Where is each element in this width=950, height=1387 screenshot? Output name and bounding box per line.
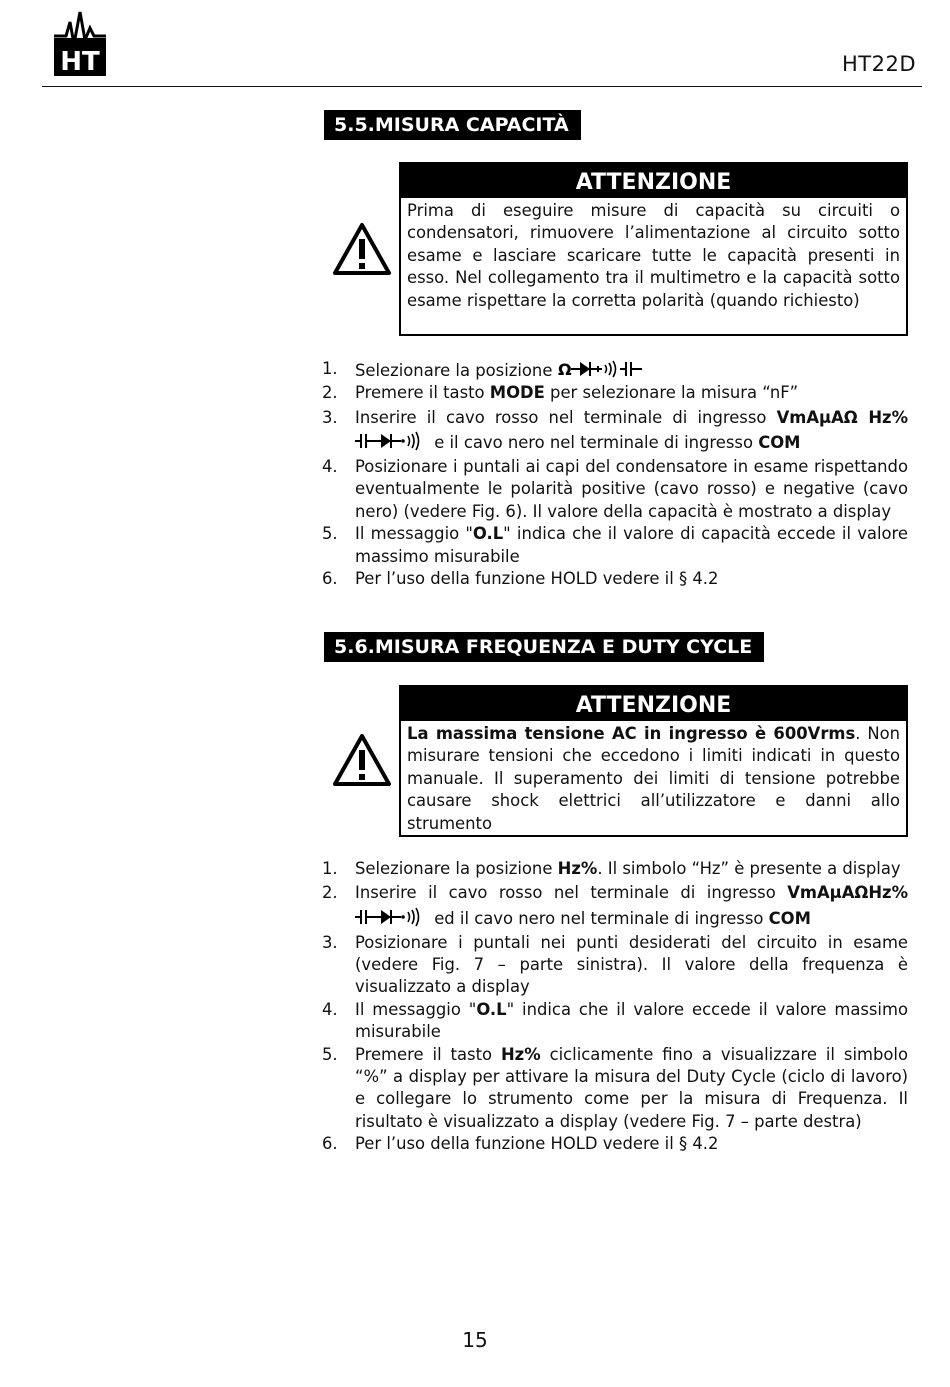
step-text: Inserire il cavo rosso nel terminale di ingresso — [355, 407, 777, 427]
step-text: e il cavo nero nel terminale di ingresso — [429, 433, 759, 453]
step-text: Premere il tasto — [355, 383, 490, 403]
step-number: 5. — [322, 524, 338, 544]
key-label: Hz% — [557, 859, 598, 878]
list-item — [322, 382, 908, 404]
step-text: Per l’uso della funzione HOLD vedere il § 4.2 — [355, 1134, 719, 1154]
step-number: 6. — [322, 1134, 338, 1154]
message-label: O.L — [472, 524, 504, 544]
step-text: . Il simbolo “Hz” è presente a display — [597, 859, 901, 878]
step-number: 4. — [322, 457, 338, 476]
step-number: 3. — [322, 932, 338, 952]
list-item — [322, 858, 908, 880]
list-item — [322, 523, 908, 568]
step-text: " indica che il valore eccede il valore massimo misurabile — [355, 999, 908, 1042]
step-text: per selezionare la misura “nF” — [544, 383, 799, 403]
terminal-symbols-icon — [355, 430, 429, 452]
warning-text — [401, 721, 906, 835]
warning-triangle-icon — [332, 222, 392, 276]
list-item — [322, 999, 908, 1044]
step-number: 2. — [322, 383, 338, 403]
list-item — [322, 405, 908, 456]
step-text: Premere il tasto — [355, 1044, 501, 1064]
list-item — [322, 456, 908, 523]
step-text: Selezionare la posizione — [355, 361, 558, 380]
list-item — [322, 568, 908, 590]
step-text: ciclicamente fino a visualizzare il simbolo “%” a display per attivare la misura del Duty Cycle (ciclo di lavoro) e collegare lo strumento come per la misura di Frequenza. Il risultato è visualizzato a display (vedere Fig. 7 – parte destra) — [355, 1044, 908, 1131]
warning-box-capacity — [399, 162, 908, 336]
warning-box-frequency — [399, 685, 908, 837]
section-heading-capacity: 5.5.MISURA CAPACITÀ — [324, 110, 581, 140]
section-heading-frequency: 5.6.MISURA FREQUENZA E DUTY CYCLE — [324, 632, 764, 662]
terminal-label: VmAµAΩHz% — [787, 883, 908, 903]
step-text: Il messaggio " — [355, 999, 477, 1019]
message-label: O.L — [476, 999, 507, 1019]
step-number: 2. — [322, 883, 338, 903]
warning-title: ATTENZIONE — [401, 687, 906, 721]
step-number: 3. — [322, 407, 338, 427]
svg-text:HT: HT — [60, 47, 100, 77]
selector-symbols-icon — [558, 358, 654, 380]
warning-text-rest: . Non misurare tensioni che eccedono i limiti indicati in questo manuale. Il superamento dei limiti di tensione potrebbe causare shock elettrici all’utilizzatore e danni allo strumento — [407, 724, 900, 833]
ht-logo — [52, 8, 110, 78]
step-text: Il messaggio " — [355, 524, 473, 544]
step-number: 4. — [322, 999, 338, 1019]
list-item — [322, 932, 908, 999]
terminal-label: VmAµAΩ Hz% — [776, 407, 909, 427]
warning-emphasis: La massima tensione AC in ingresso è 600Vrms — [407, 724, 856, 743]
step-text: " indica che il valore di capacità eccede il valore massimo misurabile — [355, 524, 908, 566]
page-number: 15 — [462, 1328, 488, 1352]
step-text: ed il cavo nero nel terminale di ingresso — [429, 909, 769, 928]
warning-triangle-icon — [332, 733, 392, 787]
step-text: Posizionare i puntali nei punti desiderati del circuito in esame (vedere Fig. 7 – parte sinistra). Il valore della frequenza è visualizzato a display — [355, 932, 908, 997]
terminal-label: COM — [758, 433, 801, 453]
capacity-steps-list — [322, 358, 908, 590]
step-number: 6. — [322, 569, 338, 589]
warning-title: ATTENZIONE — [401, 164, 906, 198]
step-number: 1. — [322, 359, 338, 378]
key-label: MODE — [489, 383, 545, 403]
header-divider — [42, 86, 922, 87]
terminal-symbols-icon — [355, 906, 429, 928]
list-item — [322, 1044, 908, 1134]
frequency-steps-list — [322, 858, 908, 1156]
step-text: Selezionare la posizione — [355, 859, 558, 878]
list-item — [322, 880, 908, 931]
warning-text: Prima di eseguire misure di capacità su circuiti o condensatori, rimuovere l’alimentazione al circuito sotto esame e lasciare scaricare tutte le capacità presenti in esso. Nel collegamento tra il multimetro e la capacità sotto esame rispettare la corretta polarità (quando richiesto) — [407, 201, 900, 310]
model-name: HT22D — [841, 52, 916, 76]
key-label: Hz% — [500, 1044, 541, 1064]
step-number: 5. — [322, 1044, 338, 1064]
list-item — [322, 1133, 908, 1155]
step-text: Per l’uso della funzione HOLD vedere il § 4.2 — [355, 569, 719, 589]
step-text: Posizionare i puntali ai capi del condensatore in esame rispettando eventualmente le polarità positive (cavo rosso) e negative (cavo nero) (vedere Fig. 6). Il valore della capacità è mostrato a display — [355, 457, 908, 521]
svg-text:Ω: Ω — [557, 360, 572, 379]
step-text: Inserire il cavo rosso nel terminale di ingresso — [355, 883, 788, 903]
step-number: 1. — [322, 859, 338, 878]
terminal-label: COM — [768, 909, 811, 928]
list-item — [322, 358, 908, 382]
